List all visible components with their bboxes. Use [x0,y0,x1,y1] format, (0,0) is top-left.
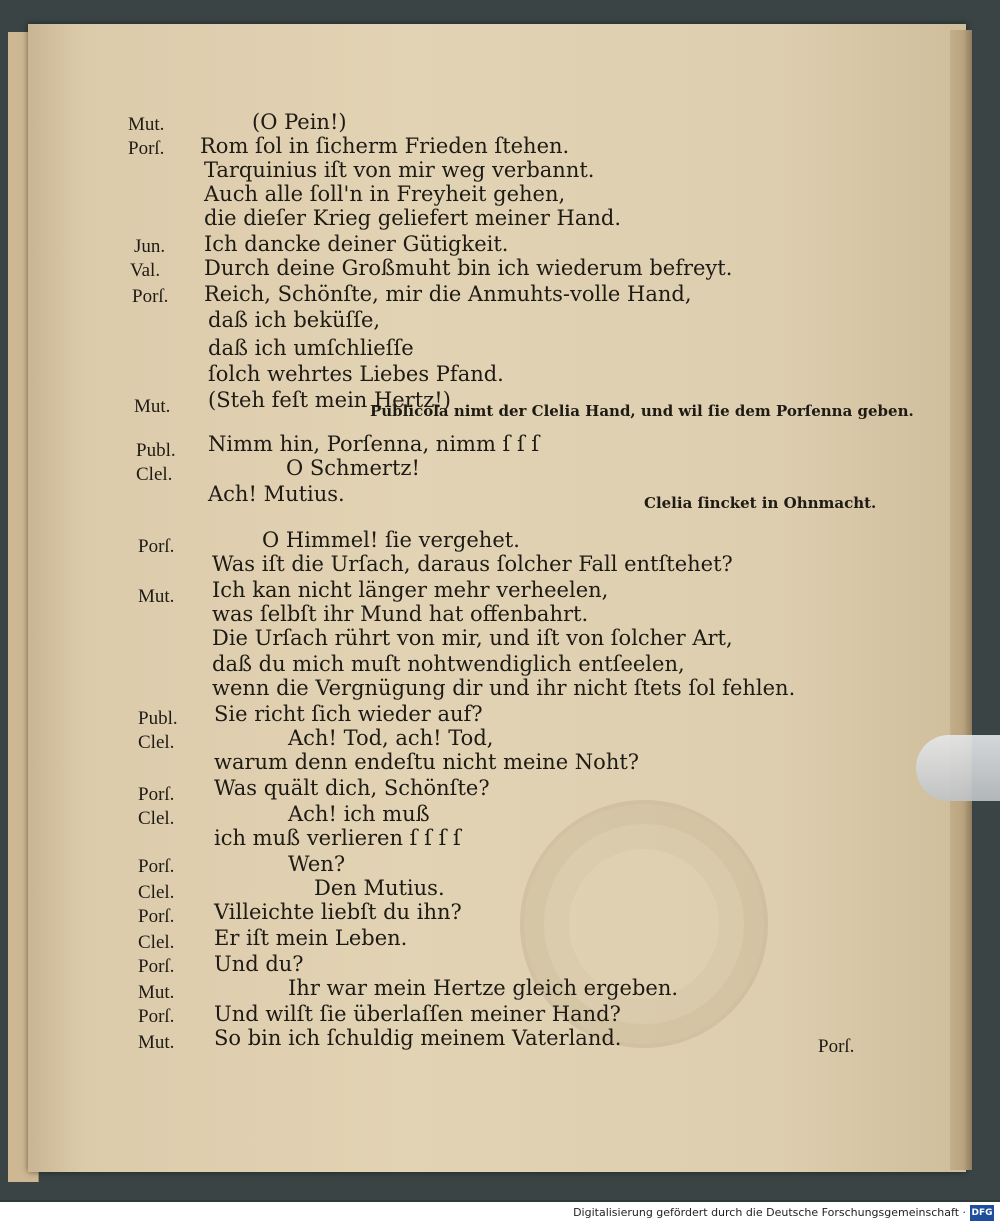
speaker-name: Clel. [138,932,175,953]
verse-line: Sie richt ſich wieder auf? [214,702,483,726]
verse-line: die dieſer Krieg geliefert meiner Hand. [204,206,622,230]
stage-direction: Clelia ſincket in Ohnmacht. [644,494,877,512]
verse-line: Nimm hin, Porſenna, nimm ſ ſ ſ [208,432,540,456]
verse-line: O Himmel! ſie vergehet. [262,528,520,552]
speaker-name: Porſ. [138,1006,175,1027]
verse-line: daß ich beküſſe, [208,308,381,332]
verse-line: warum denn endeſtu nicht meine Noht? [214,750,640,774]
speaker-name: Mut. [134,396,171,417]
speaker-name: Porſ. [138,956,175,977]
speaker-name: Porſ. [132,286,169,307]
verse-line: Und du? [214,952,304,976]
verse-line: Was iſt die Urſach, daraus ſolcher Fall entſtehet? [212,552,733,576]
verse-line: (Steh feſt mein Hertz!) [208,388,451,412]
verse-line: Durch deine Großmuht bin ich wiederum befreyt. [204,256,733,280]
verse-line: ſolch wehrtes Liebes Pfand. [208,362,504,386]
speaker-name: Publ. [138,708,178,729]
speaker-name: Porſ. [138,784,175,805]
speaker-name: Porſ. [138,906,175,927]
verse-line: Und wilſt ſie überlaſſen meiner Hand? [214,1002,621,1026]
page-clip [916,735,1000,801]
verse-line: Was quält dich, Schönſte? [214,776,490,800]
verse-line: So bin ich ſchuldig meinem Vaterland. [214,1026,622,1050]
verse-line: Wen? [288,852,346,876]
verse-line: Ich kan nicht länger mehr verheelen, [212,578,609,602]
verse-line: Ihr war mein Hertze gleich ergeben. [288,976,679,1000]
speaker-name: Mut. [138,1032,175,1053]
stage-direction: Publicola nimt der Clelia Hand, und wil ſie dem Porſenna geben. [370,402,914,420]
speaker-name: Mut. [128,114,165,135]
speaker-name: Clel. [138,808,175,829]
speaker-name: Porſ. [128,138,165,159]
verse-line: daß ich umſchlieſſe [208,336,414,360]
speaker-name: Publ. [136,440,176,461]
verse-line: Den Mutius. [314,876,445,900]
verse-line: O Schmertz! [286,456,420,480]
verse-line: (O Pein!) [252,110,347,134]
verse-line: Reich, Schönſte, mir die Anmuhts-volle Hand, [204,282,692,306]
dfg-logo: DFG [970,1205,994,1221]
verse-line: Ich dancke deiner Gütigkeit. [204,232,509,256]
verse-line: wenn die Vergnügung dir und ihr nicht ſtets ſol fehlen. [212,676,796,700]
speaker-name: Porſ. [138,536,175,557]
page-stack-edge [950,30,972,1170]
digitization-footer [0,1202,1000,1226]
speaker-name: Jun. [134,236,166,257]
verse-line: Rom ſol in ſicherm Frieden ſtehen. [200,134,570,158]
speaker-name: Clel. [136,464,173,485]
verse-line: Ach! Tod, ach! Tod, [288,726,494,750]
verse-line: Tarquinius iſt von mir weg verbannt. [204,158,595,182]
verse-line: Ach! Mutius. [208,482,345,506]
speaker-name: Mut. [138,586,175,607]
verse-line: Auch alle ſoll'n in Freyheit gehen, [204,182,566,206]
speaker-name: Mut. [138,982,175,1003]
catchword: Porſ. [818,1036,855,1057]
speaker-name: Porſ. [138,856,175,877]
verse-line: daß du mich muſt nohtwendiglich entſeelen, [212,652,685,676]
footer-credit: Digitalisierung gefördert durch die Deutsche Forschungsgemeinschaft · [573,1206,966,1219]
verse-line: was ſelbſt ihr Mund hat offenbahrt. [212,602,589,626]
speaker-name: Clel. [138,732,175,753]
verse-line: Er iſt mein Leben. [214,926,408,950]
verse-line: Die Urſach rührt von mir, und iſt von ſolcher Art, [212,626,733,650]
verse-line: ich muß verlieren ſ ſ ſ ſ [214,826,461,850]
verse-line: Villeichte liebſt du ihn? [214,900,462,924]
speaker-name: Val. [130,260,161,281]
speaker-name: Clel. [138,882,175,903]
verse-line: Ach! ich muß [288,802,430,826]
